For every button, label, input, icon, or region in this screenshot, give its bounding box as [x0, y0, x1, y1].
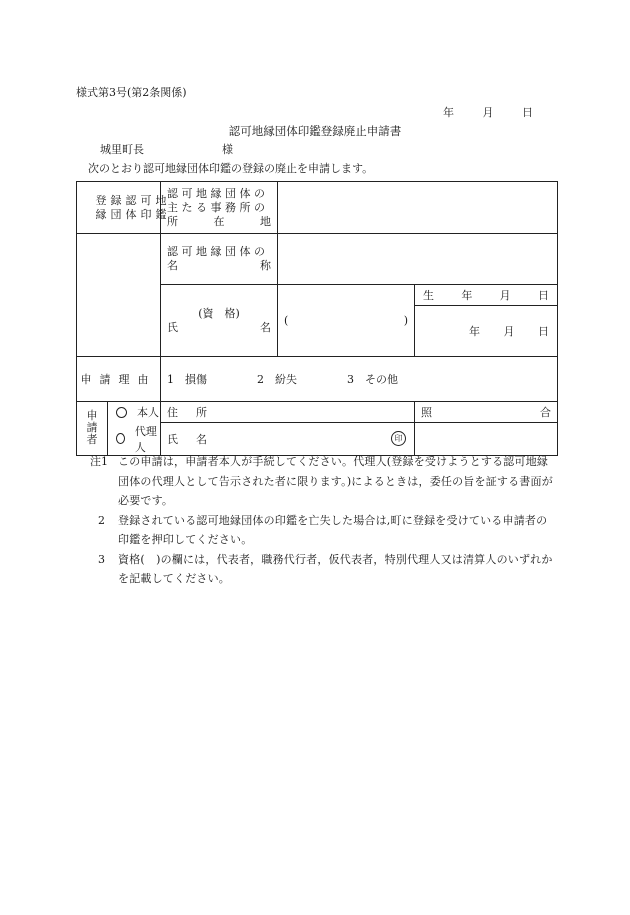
- address-label: [167, 404, 207, 420]
- check-field[interactable]: [415, 423, 558, 456]
- date-header: [443, 104, 533, 120]
- rep-name-label-1: 氏: [167, 320, 178, 334]
- office-label-cell: [161, 182, 278, 234]
- reason-lost[interactable]: 2 紛失: [257, 373, 297, 386]
- section-label-cell: [77, 182, 171, 234]
- section-blank-cell: [77, 234, 161, 357]
- seal-icon: 印: [391, 431, 406, 446]
- qualification-paren: [278, 314, 414, 327]
- date2-day: 日: [538, 325, 549, 338]
- role-self[interactable]: [108, 404, 160, 420]
- birth-date-labels: [415, 287, 557, 303]
- date-day: 日: [522, 106, 533, 119]
- applicant-name-label: [167, 431, 207, 447]
- check-label: [415, 404, 557, 420]
- address-label-1: 住: [167, 406, 178, 419]
- applicant-label: [77, 410, 107, 446]
- applicant-label-1: 申: [86, 409, 98, 423]
- note-item: [90, 511, 556, 550]
- group-name-field[interactable]: [278, 234, 558, 285]
- section-label-line2: 縁団体印鑑: [95, 207, 171, 221]
- address-label-2: 所: [196, 406, 207, 419]
- date-month: 月: [482, 106, 494, 119]
- office-label-line3: [167, 215, 271, 229]
- paren-open: (: [284, 314, 289, 327]
- document-title: 認可地縁団体印鑑登録廃止申請書: [228, 124, 402, 138]
- birth-date-field[interactable]: [415, 285, 558, 306]
- name-label-word2: 称: [260, 259, 271, 272]
- circle-icon: [116, 407, 127, 418]
- reason-damage[interactable]: 1 損傷: [167, 373, 207, 386]
- office-location-field[interactable]: [278, 182, 558, 234]
- paren-close: ): [403, 314, 408, 327]
- birth-year: 年: [461, 289, 473, 302]
- applicant-name-field[interactable]: [161, 423, 415, 456]
- role-agent[interactable]: [108, 423, 160, 455]
- applicant-label-2: 請: [86, 421, 98, 435]
- name-label-line2: [167, 259, 271, 273]
- reason-options: [161, 371, 557, 387]
- rep-label-cell: [161, 285, 278, 357]
- section-label-line1: 登録認可地: [95, 193, 171, 207]
- check-label-1: 照: [421, 406, 432, 419]
- qualification-label: (資 格): [198, 306, 240, 320]
- birth-day: 日: [537, 289, 549, 302]
- date2-year: 年: [469, 325, 480, 338]
- applicant-name-label-1: 氏: [167, 432, 178, 446]
- rep-name-label: [167, 321, 271, 335]
- role-self-cell[interactable]: [108, 402, 161, 423]
- note-text: この申請は，申請者本人が手続してください。代理人(登録を受けようとする認可地縁団体の代理人として告示された者に限ります。)によるときは，委任の旨を証する書面が必要です。: [118, 455, 553, 507]
- reason-other[interactable]: 3 その他: [347, 373, 398, 386]
- note-number: 注1: [90, 455, 108, 468]
- birth-month: 月: [499, 289, 511, 302]
- applicant-label-cell: [77, 402, 108, 456]
- second-date-labels: [415, 323, 557, 339]
- office-label-word3: 地: [260, 214, 271, 228]
- check-label-cell: [415, 402, 558, 423]
- second-date-field[interactable]: [415, 306, 558, 357]
- reason-label-cell: [77, 357, 161, 402]
- note-item: [90, 452, 556, 511]
- office-label-line2: 主たる事務所の: [167, 200, 269, 214]
- intro-text: 次のとおり認可地縁団体印鑑の登録の廃止を申請します。: [88, 162, 374, 175]
- note-text: 資格( )の欄には，代表者，職務代行者，仮代表者，特別代理人又は清算人のいずれかを記載してください。: [118, 552, 553, 585]
- role-self-label: 本人: [137, 406, 159, 420]
- addressee: 城里町長: [100, 143, 144, 156]
- office-label-word2: 在: [213, 214, 225, 228]
- note-number: 3: [98, 552, 105, 566]
- circle-icon: [116, 433, 125, 444]
- date-year: 年: [443, 106, 454, 119]
- reason-label: 申請理由: [80, 373, 157, 386]
- note-text: 登録されている認可地縁団体の印鑑を亡失した場合は,町に登録を受けている申請者の印鑑を押印してください。: [118, 513, 548, 546]
- name-label-cell: [161, 234, 278, 285]
- check-label-2: 合: [540, 406, 551, 419]
- note-item: [90, 550, 556, 589]
- role-agent-label: 代理人: [134, 424, 157, 454]
- address-field[interactable]: [161, 402, 415, 423]
- note-number: 2: [98, 513, 105, 527]
- reason-options-cell: [161, 357, 558, 402]
- form-number: 様式第3号(第2条関係): [76, 86, 187, 99]
- applicant-name-label-2: 名: [196, 432, 207, 446]
- applicant-name-row: [161, 431, 414, 447]
- notes: [90, 452, 556, 589]
- rep-name-label-2: 名: [260, 320, 271, 334]
- honorific: 様: [222, 143, 233, 156]
- birth-born: 生: [423, 289, 434, 302]
- application-form-table: [76, 181, 558, 456]
- name-label-line1: 認可地縁団体の: [167, 245, 269, 258]
- office-label-line1: 認可地縁団体の: [167, 186, 269, 200]
- name-label-word1: 名: [167, 259, 178, 272]
- date2-month: 月: [503, 325, 515, 338]
- rep-name-field[interactable]: [278, 285, 415, 357]
- office-label-word1: 所: [167, 214, 178, 228]
- applicant-label-3: 者: [86, 433, 98, 447]
- role-agent-cell[interactable]: [108, 423, 161, 456]
